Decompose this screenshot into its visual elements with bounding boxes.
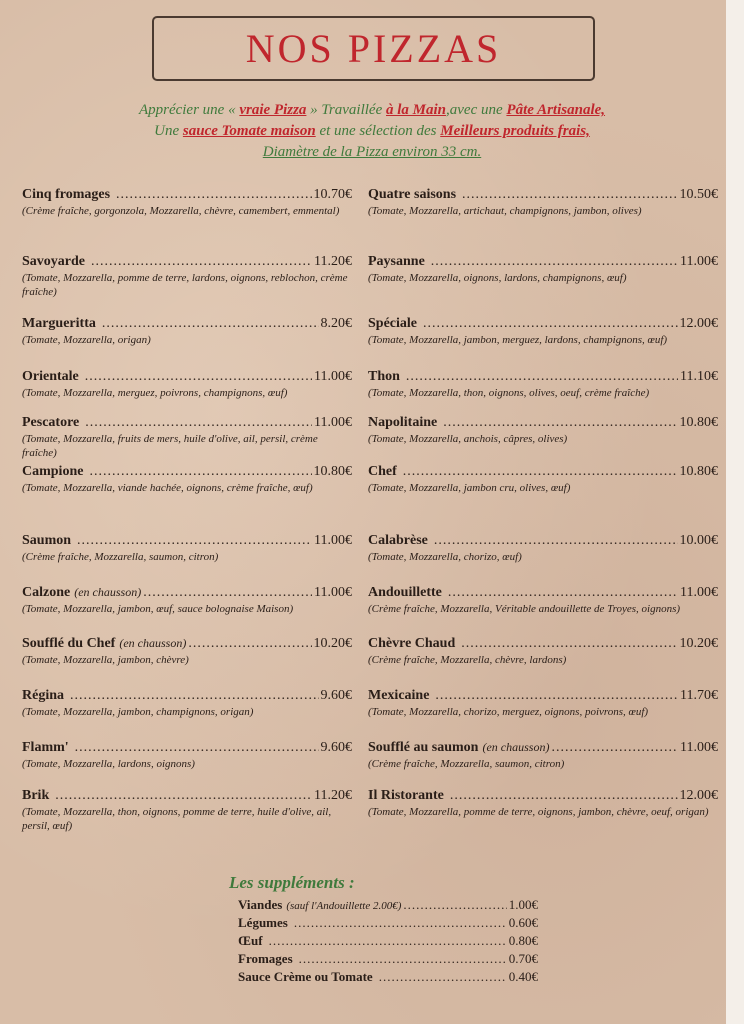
- supplement-price: 0.40€: [508, 969, 538, 984]
- menu-item: [368, 533, 718, 564]
- dot-leader: [85, 415, 312, 431]
- pizza-price: 11.20€: [314, 788, 352, 803]
- menu-item: [368, 316, 718, 347]
- intro-text: [0, 100, 744, 163]
- pizza-note: (en chausson): [74, 585, 142, 599]
- menu-item: [22, 636, 352, 667]
- menu-item: [22, 788, 352, 833]
- pizza-price: 8.20€: [320, 316, 352, 331]
- menu-item-line: [22, 585, 352, 601]
- pizza-name: Régina: [22, 688, 64, 703]
- dot-leader: [450, 788, 678, 804]
- pizza-ingredients: (Tomate, Mozzarella, viande hachée, oignons, crème fraîche, œuf): [22, 482, 313, 494]
- pizza-name: Brik: [22, 788, 50, 803]
- pizza-price: 10.20€: [313, 636, 352, 651]
- menu-item: [368, 369, 718, 400]
- supplement-name: Fromages: [238, 951, 293, 966]
- menu-item: [22, 464, 352, 495]
- menu-item-line: [22, 254, 352, 270]
- menu-item-line: [22, 187, 352, 203]
- dot-leader: [143, 585, 312, 601]
- pizza-ingredients: (Tomate, Mozzarella, origan): [22, 334, 151, 346]
- pizza-ingredients: (Tomate, Mozzarella, jambon, œuf, sauce bolognaise Maison): [22, 603, 294, 615]
- menu-item: [22, 254, 352, 299]
- supplement-name: Œuf: [238, 933, 263, 948]
- pizza-name: Mexicaine: [368, 688, 430, 703]
- menu-item: [22, 740, 352, 771]
- intro-text-part: Une: [154, 123, 180, 139]
- pizza-ingredients: (Crème fraîche, Mozzarella, saumon, citron): [22, 551, 219, 563]
- menu-item-line: [368, 788, 718, 804]
- title-frame: [152, 16, 595, 81]
- dot-leader: [403, 897, 506, 913]
- intro-line-1: [0, 100, 744, 121]
- pizza-price: 11.10€: [680, 369, 718, 384]
- dot-leader: [75, 740, 319, 756]
- dot-leader: [299, 951, 507, 967]
- menu-item-line: [22, 369, 352, 385]
- pizza-name: Savoyarde: [22, 254, 85, 269]
- pizza-ingredients: (Tomate, Mozzarella, jambon cru, olives, œuf): [368, 482, 571, 494]
- pizza-ingredients: (Tomate, Mozzarella, artichaut, champignons, jambon, olives): [368, 205, 642, 217]
- pizza-ingredients: (Tomate, Mozzarella, jambon, merguez, lardons, champignons, œuf): [368, 334, 668, 346]
- menu-item: [368, 187, 718, 218]
- menu-item-line: [22, 533, 352, 549]
- supplement-row: [238, 951, 538, 967]
- pizza-ingredients: (Tomate, Mozzarella, jambon, champignons, origan): [22, 706, 254, 718]
- pizza-ingredients: (Tomate, Mozzarella, chorizo, merguez, oignons, poivrons, œuf): [368, 706, 649, 718]
- pizza-ingredients: (Crème fraîche, gorgonzola, Mozzarella, chèvre, camembert, emmental): [22, 205, 340, 217]
- pizza-diameter-note: Diamètre de la Pizza environ 33 cm.: [262, 144, 482, 160]
- menu-item: [368, 688, 718, 719]
- dot-leader: [435, 688, 678, 704]
- dot-leader: [462, 187, 677, 203]
- supplement-row: [238, 969, 538, 985]
- dot-leader: [85, 369, 312, 385]
- menu-item-line: [22, 636, 352, 652]
- dot-leader: [188, 636, 311, 652]
- pizza-name: Chèvre Chaud: [368, 636, 456, 651]
- supplement-price: 0.60€: [508, 915, 538, 930]
- menu-item-line: [368, 415, 718, 431]
- pizza-ingredients: (Tomate, Mozzarella, pomme de terre, lardons, oignons, reblochon, crème fraîche): [22, 272, 348, 298]
- intro-text-part: Apprécier une «: [138, 102, 236, 118]
- intro-text-part: » Travaillée: [310, 102, 383, 118]
- supplement-price: 0.80€: [508, 933, 538, 948]
- pizza-price: 11.00€: [680, 585, 718, 600]
- dot-leader: [443, 415, 677, 431]
- pizza-name: Saumon: [22, 533, 72, 548]
- pizza-ingredients: (Tomate, Mozzarella, fruits de mers, huile d'olive, ail, persil, crème fraîche): [22, 433, 318, 459]
- pizza-name: Orientale: [22, 369, 79, 384]
- page-title: NOS PIZZAS: [245, 26, 502, 71]
- menu-item-line: [368, 585, 718, 601]
- supplement-name: Sauce Crème ou Tomate: [238, 969, 373, 984]
- supplement-price: 0.70€: [508, 951, 538, 966]
- menu-item-line: [368, 533, 718, 549]
- pizza-price: 11.00€: [314, 585, 352, 600]
- menu-item: [368, 740, 718, 771]
- pizza-name: Margueritta: [22, 316, 96, 331]
- pizza-price: 10.80€: [679, 415, 718, 430]
- pizza-name: Calzone: [22, 585, 71, 600]
- pizza-name: Spéciale: [368, 316, 417, 331]
- menu-item: [368, 415, 718, 446]
- dot-leader: [551, 740, 678, 756]
- pizza-ingredients: (Tomate, Mozzarella, anchois, câpres, olives): [368, 433, 568, 445]
- pizza-ingredients: (Crème fraîche, Mozzarella, Véritable andouillette de Troyes, oignons): [368, 603, 681, 615]
- menu-item-line: [368, 187, 718, 203]
- menu-item-line: [22, 788, 352, 804]
- supplement-price: 1.00€: [508, 897, 538, 912]
- pizza-price: 10.70€: [313, 187, 352, 202]
- menu-item: [368, 464, 718, 495]
- pizza-price: 11.00€: [314, 533, 352, 548]
- supplements-title: Les suppléments :: [229, 873, 355, 892]
- pizza-price: 9.60€: [320, 740, 352, 755]
- intro-highlight: sauce Tomate maison: [182, 123, 316, 139]
- pizza-name: Soufflé du Chef: [22, 636, 116, 651]
- intro-text-part: et une sélection des: [319, 123, 437, 139]
- intro-line-3: [0, 142, 744, 163]
- menu-item-line: [22, 316, 352, 332]
- pizza-price: 11.00€: [680, 740, 718, 755]
- menu-item: [22, 316, 352, 347]
- pizza-ingredients: (Crème fraîche, Mozzarella, saumon, citron): [368, 758, 565, 770]
- pizza-ingredients: (Tomate, Mozzarella, oignons, lardons, champignons, œuf): [368, 272, 627, 284]
- pizza-name: Paysanne: [368, 254, 425, 269]
- menu-item: [368, 585, 718, 616]
- dot-leader: [55, 788, 312, 804]
- menu-item: [368, 254, 718, 285]
- intro-highlight: à la Main: [386, 102, 447, 118]
- pizza-price: 11.70€: [680, 688, 718, 703]
- menu-item: [368, 636, 718, 667]
- dot-leader: [434, 533, 678, 549]
- menu-item: [22, 585, 352, 616]
- supplement-row: [238, 933, 538, 949]
- pizza-name: Flamm': [22, 740, 69, 755]
- dot-leader: [77, 533, 312, 549]
- menu-item-line: [368, 464, 718, 480]
- pizza-name: Pescatore: [22, 415, 80, 430]
- menu-item: [22, 533, 352, 564]
- menu-item-line: [22, 688, 352, 704]
- dot-leader: [116, 187, 311, 203]
- dot-leader: [91, 254, 312, 270]
- pizza-note: (en chausson): [482, 740, 550, 754]
- menu-item-line: [22, 464, 352, 480]
- menu-item: [368, 788, 718, 819]
- supplement-name: Viandes: [238, 897, 283, 912]
- pizza-ingredients: (Tomate, Mozzarella, pomme de terre, oignons, jambon, chèvre, oeuf, origan): [368, 806, 709, 818]
- pizza-ingredients: (Tomate, Mozzarella, chorizo, œuf): [368, 551, 522, 563]
- pizza-price: 11.00€: [680, 254, 718, 269]
- pizza-price: 12.00€: [679, 316, 718, 331]
- dot-leader: [294, 915, 507, 931]
- supplement-row: [238, 915, 538, 931]
- supplement-note: (sauf l'Andouillette 2.00€): [286, 900, 402, 912]
- pizza-ingredients: (Tomate, Mozzarella, thon, oignons, pomme de terre, huile d'olive, ail, persil, œuf): [22, 806, 332, 832]
- menu-item-line: [368, 740, 718, 756]
- pizza-ingredients: (Tomate, Mozzarella, lardons, oignons): [22, 758, 195, 770]
- dot-leader: [431, 254, 678, 270]
- menu-item-line: [368, 254, 718, 270]
- dot-leader: [269, 933, 507, 949]
- pizza-name: Il Ristorante: [368, 788, 444, 803]
- pizza-price: 12.00€: [679, 788, 718, 803]
- menu-item-line: [22, 740, 352, 756]
- intro-text-part: ,avec une: [446, 102, 503, 118]
- pizza-price: 9.60€: [320, 688, 352, 703]
- pizza-price: 10.80€: [679, 464, 718, 479]
- pizza-name: Quatre saisons: [368, 187, 457, 202]
- dot-leader: [89, 464, 311, 480]
- menu-item-line: [22, 415, 352, 431]
- pizza-ingredients: (Crème fraîche, Mozzarella, chèvre, lardons): [368, 654, 567, 666]
- pizza-name: Napolitaine: [368, 415, 438, 430]
- pizza-ingredients: (Tomate, Mozzarella, thon, oignons, olives, oeuf, crème fraîche): [368, 387, 650, 399]
- menu-item-line: [368, 636, 718, 652]
- pizza-price: 10.50€: [679, 187, 718, 202]
- intro-highlight: Pâte Artisanale,: [506, 102, 606, 118]
- dot-leader: [70, 688, 319, 704]
- pizza-name: Cinq fromages: [22, 187, 111, 202]
- pizza-name: Calabrèse: [368, 533, 428, 548]
- dot-leader: [379, 969, 507, 985]
- supplement-name: Légumes: [238, 915, 288, 930]
- dot-leader: [403, 464, 678, 480]
- pizza-ingredients: (Tomate, Mozzarella, jambon, chèvre): [22, 654, 189, 666]
- menu-item-line: [368, 369, 718, 385]
- pizza-price: 11.00€: [314, 369, 352, 384]
- menu-item-line: [368, 316, 718, 332]
- intro-line-2: [0, 121, 744, 142]
- pizza-name: Andouillette: [368, 585, 442, 600]
- pizza-price: 11.20€: [314, 254, 352, 269]
- menu-item: [22, 415, 352, 460]
- dot-leader: [448, 585, 678, 601]
- intro-highlight: vraie Pizza: [239, 102, 307, 118]
- pizza-price: 10.80€: [313, 464, 352, 479]
- pizza-name: Thon: [368, 369, 400, 384]
- pizza-name: Chef: [368, 464, 397, 479]
- dot-leader: [423, 316, 678, 332]
- dot-leader: [461, 636, 677, 652]
- intro-highlight: Meilleurs produits frais,: [440, 123, 590, 139]
- pizza-name: Campione: [22, 464, 84, 479]
- menu-item-line: [368, 688, 718, 704]
- pizza-note: (en chausson): [119, 636, 187, 650]
- dot-leader: [102, 316, 319, 332]
- pizza-price: 10.00€: [679, 533, 718, 548]
- pizza-name: Soufflé au saumon: [368, 740, 479, 755]
- pizza-ingredients: (Tomate, Mozzarella, merguez, poivrons, champignons, œuf): [22, 387, 288, 399]
- supplement-row: [238, 897, 538, 913]
- menu-item: [22, 187, 352, 218]
- pizza-price: 10.20€: [679, 636, 718, 651]
- menu-item: [22, 369, 352, 400]
- pizza-price: 11.00€: [314, 415, 352, 430]
- menu-item: [22, 688, 352, 719]
- dot-leader: [406, 369, 678, 385]
